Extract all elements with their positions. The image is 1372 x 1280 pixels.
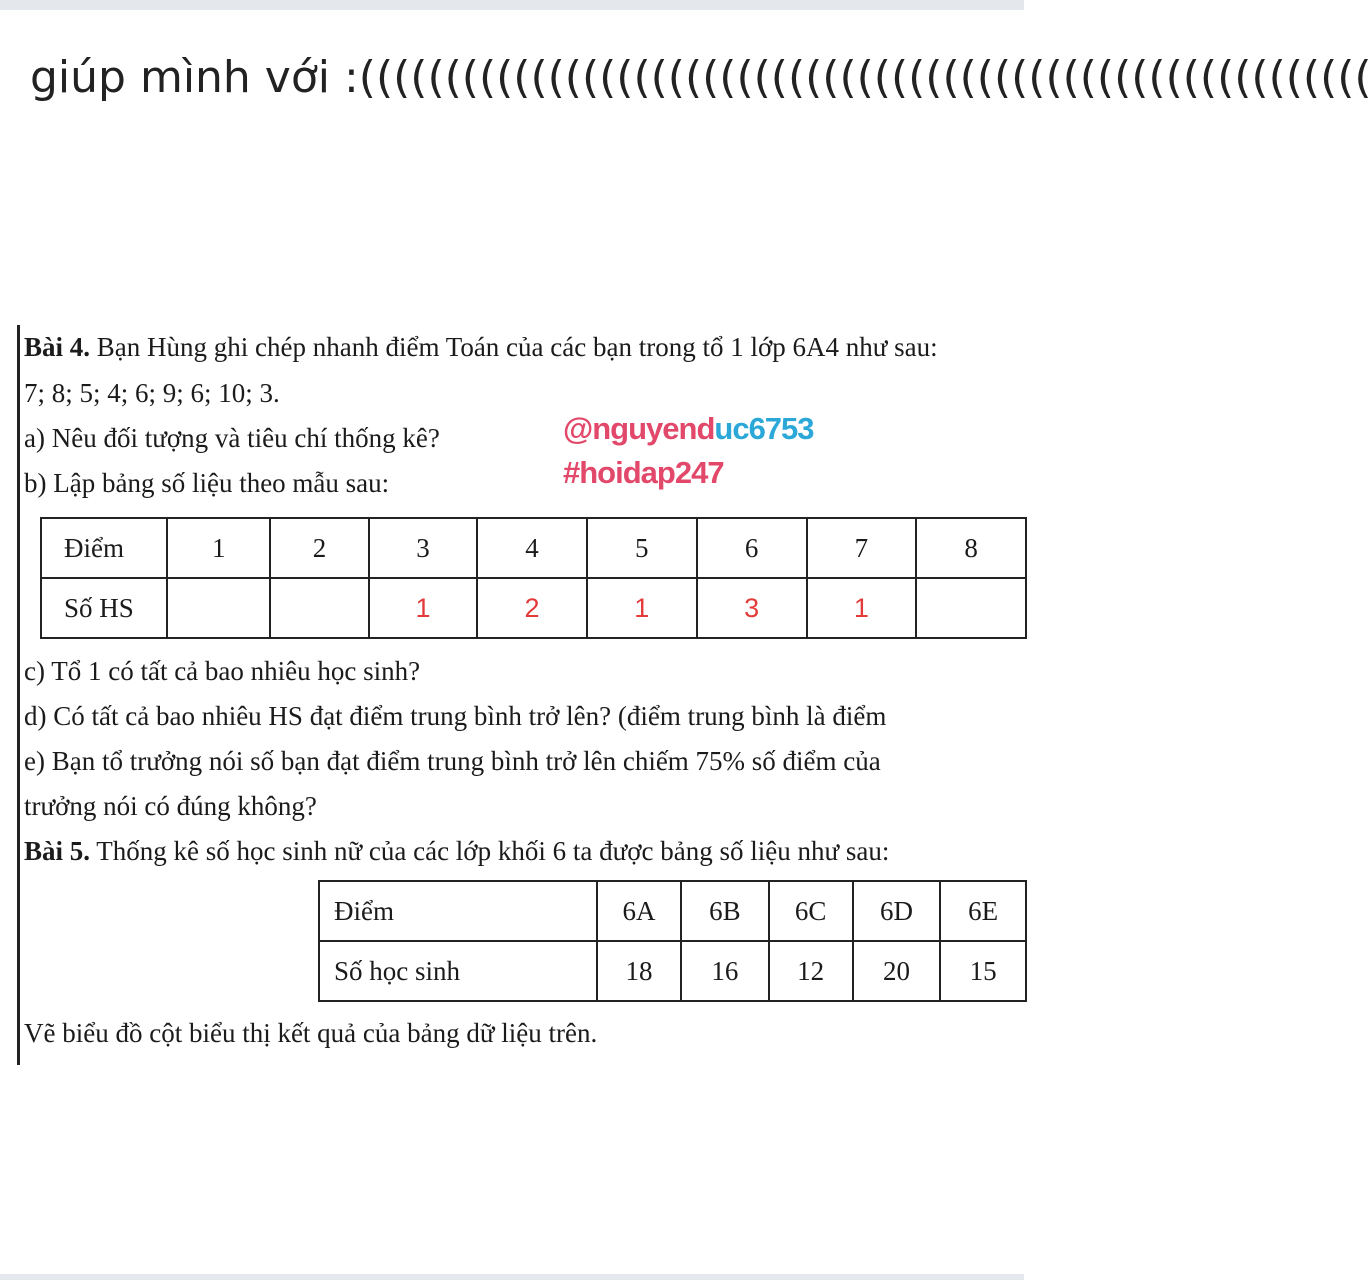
class-cell: 6D: [853, 881, 941, 941]
watermark-user: [563, 411, 814, 447]
part-b: b) Lập bảng số liệu theo mẫu sau:: [24, 468, 390, 498]
score-cell: 3: [369, 518, 477, 578]
count-cell: [916, 578, 1026, 638]
score-table: [40, 517, 1027, 639]
handwritten-count: 1: [807, 578, 917, 638]
score-cell: 2: [270, 518, 369, 578]
class-cell: 6E: [940, 881, 1026, 941]
handwritten-count: 1: [369, 578, 477, 638]
class-count-cell: 15: [940, 941, 1026, 1001]
part-a: a) Nêu đối tượng và tiêu chí thống kê?: [24, 423, 440, 453]
score-header-label: Điểm: [41, 518, 167, 578]
score-cell: 4: [477, 518, 587, 578]
handwritten-count: 1: [587, 578, 697, 638]
bai5-text: Thống kê số học sinh nữ của các lớp khối 6 ta được bảng số liệu như sau:: [90, 836, 890, 866]
bai5-line: [24, 835, 889, 867]
top-bar: [0, 0, 1024, 10]
watermark-user-part-a: @nguyend: [563, 411, 715, 446]
watermark-user-part-b: uc6753: [714, 411, 814, 446]
part-e-continued: trưởng nói có đúng không?: [24, 791, 317, 821]
bai4-line: [24, 331, 938, 363]
bai4-text: Bạn Hùng ghi chép nhanh điểm Toán của các bạn trong tổ 1 lớp 6A4 như sau:: [90, 332, 938, 362]
score-cell: 8: [916, 518, 1026, 578]
score-cell: 6: [697, 518, 807, 578]
count-cell: [270, 578, 369, 638]
part-e: e) Bạn tổ trưởng nói số bạn đạt điểm trung bình trở lên chiếm 75% số điểm của: [24, 746, 881, 776]
count-row-label: Số HS: [41, 578, 167, 638]
handwritten-count: 2: [477, 578, 587, 638]
final-instruction: Vẽ biểu đồ cột biểu thị kết quả của bảng dữ liệu trên.: [24, 1018, 598, 1048]
count-cell: [167, 578, 270, 638]
question-text: giúp mình với :(((((((((((((((((((((((((((((((((((((((((((((((((((((((((((: [30, 52, 1372, 103]
homework-image: [17, 325, 1027, 1065]
scores-line: 7; 8; 5; 4; 6; 9; 6; 10; 3.: [24, 378, 280, 408]
part-d: d) Có tất cả bao nhiêu HS đạt điểm trung bình trở lên? (điểm trung bình là điểm: [24, 701, 887, 731]
class-count-cell: 12: [769, 941, 853, 1001]
class-header-label: Điểm: [319, 881, 597, 941]
handwritten-count: 3: [697, 578, 807, 638]
class-count-cell: 16: [681, 941, 769, 1001]
score-cell: 7: [807, 518, 917, 578]
score-cell: 5: [587, 518, 697, 578]
bottom-bar: [0, 1274, 1024, 1280]
bai4-label: Bài 4.: [24, 332, 91, 362]
class-count-label: Số học sinh: [319, 941, 597, 1001]
class-table-count-row: [319, 941, 1026, 1001]
part-c: c) Tổ 1 có tất cả bao nhiêu học sinh?: [24, 656, 421, 686]
class-cell: 6C: [769, 881, 853, 941]
class-cell: 6A: [597, 881, 681, 941]
class-count-cell: 18: [597, 941, 681, 1001]
class-table: [318, 880, 1027, 1002]
watermark-tag: #hoidap247: [563, 455, 724, 490]
score-table-count-row: [41, 578, 1026, 638]
class-cell: 6B: [681, 881, 769, 941]
bai5-label: Bài 5.: [24, 836, 91, 866]
score-cell: 1: [167, 518, 270, 578]
score-table-header-row: [41, 518, 1026, 578]
class-count-cell: 20: [853, 941, 941, 1001]
class-table-header-row: [319, 881, 1026, 941]
